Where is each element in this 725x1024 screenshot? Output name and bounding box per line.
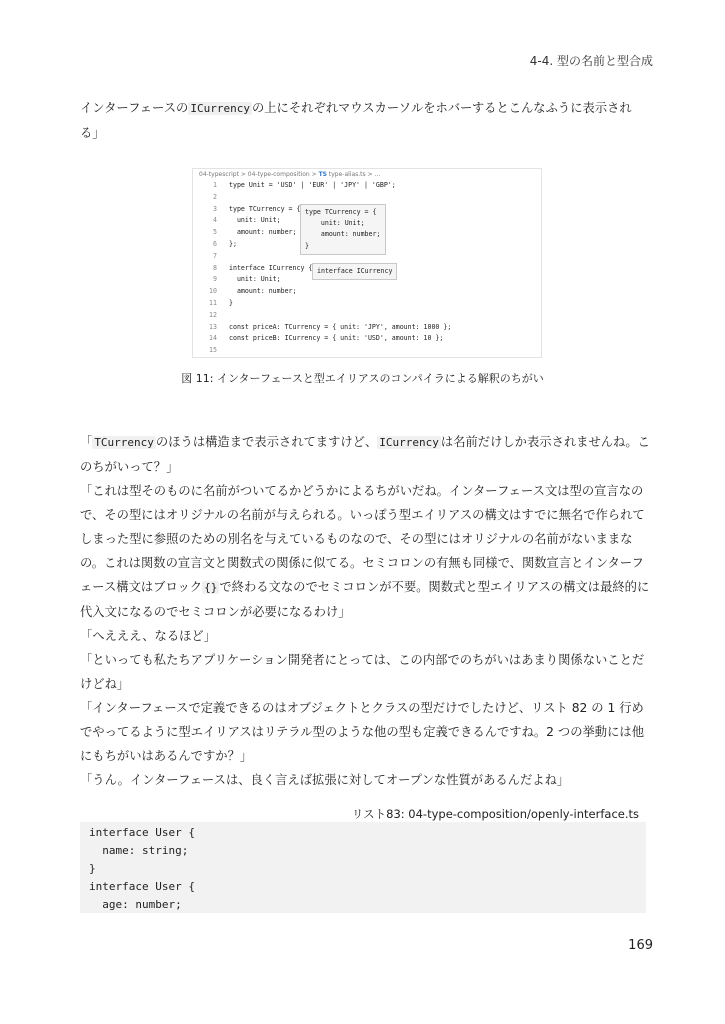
dialogue-text: 「うん。インターフェースは、良く言えば拡張に対してオープンな性質があるんだよね」 xyxy=(80,773,570,787)
figure-caption: 図 11: インターフェースと型エイリアスのコンパイラによる解釈のちがい xyxy=(181,372,544,385)
line-code: unit: Unit; xyxy=(229,275,281,284)
code-line xyxy=(193,333,533,345)
dialogue-paragraph xyxy=(80,430,650,479)
dialogue-text: 「インターフェースで定義できるのはオブジェクトとクラスの型だけでしたけど、リスト 82 の 1 行めでやってるように型エイリアスはリテラル型のような他の型も定義できるんですね。2 つの挙動には他にもちがいはあるんですか？」 xyxy=(80,701,644,763)
line-number: 9 xyxy=(213,275,217,284)
dialogue-paragraph xyxy=(80,624,650,648)
dialogue-text: 「 xyxy=(80,435,93,449)
line-number: 13 xyxy=(209,322,217,331)
line-number: 11 xyxy=(209,299,217,307)
line-code: } xyxy=(229,299,233,307)
hover-tooltip-type: type TCurrency = { unit: Unit; amount: number; } xyxy=(300,204,386,255)
dialogue-paragraph xyxy=(80,768,650,792)
code-line xyxy=(193,310,533,322)
code-line xyxy=(193,322,533,334)
line-code: }; xyxy=(229,240,237,248)
breadcrumb-path: 04-typescript > 04-type-composition > xyxy=(199,171,319,178)
listing-line: interface User { xyxy=(89,880,195,893)
listing-line: name: string; xyxy=(89,844,189,857)
listing-line: } xyxy=(89,862,96,875)
ts-file-icon: TS xyxy=(318,171,327,178)
page-number: 169 xyxy=(628,938,653,953)
code-line xyxy=(193,345,533,357)
code-listing xyxy=(80,822,646,913)
dialogue-paragraph xyxy=(80,479,650,624)
line-number: 5 xyxy=(213,228,217,237)
dialogue-text: で終わる文なのでセミコロンが不要。関数式と型エイリアスの構文は最終的に代入文になるのでセミコロンが必要になるわけ」 xyxy=(80,580,650,619)
intro-text-pre: インターフェースの xyxy=(80,101,189,115)
line-code: amount: number; xyxy=(229,228,297,237)
dialogue-paragraph xyxy=(80,648,650,696)
line-code: const priceB: ICurrency = { unit: 'USD', amount: 10 }; xyxy=(229,334,444,343)
line-number: 15 xyxy=(209,346,217,355)
dialogue-text: のほうは構造まで表示されてますけど、 xyxy=(155,435,378,449)
line-number: 10 xyxy=(209,287,217,296)
dialogue-section xyxy=(80,430,650,792)
listing-line: age: number; xyxy=(89,898,182,911)
line-number: 14 xyxy=(209,334,217,343)
line-number: 12 xyxy=(209,310,217,319)
line-number: 7 xyxy=(213,251,217,260)
intro-text-post: の上にそれぞれマウスカーソルをホバーするとこんなふうに表示され xyxy=(251,101,632,115)
section-header: 4-4. 型の名前と型合成 xyxy=(529,54,653,68)
dialogue-text: は名前だけしか表示されませんね。このちがいって？」 xyxy=(80,435,650,474)
code-line xyxy=(193,286,533,298)
line-code: type Unit = 'USD' | 'EUR' | 'JPY' | 'GBP'; xyxy=(229,181,396,189)
code-line xyxy=(193,298,533,310)
line-code: const priceA: TCurrency = { unit: 'JPY', amount: 1000 }; xyxy=(229,322,452,331)
line-number: 2 xyxy=(213,192,217,201)
intro-code: ICurrency xyxy=(190,102,250,115)
line-number: 8 xyxy=(213,263,217,272)
breadcrumb xyxy=(199,171,380,178)
intro-paragraph xyxy=(80,96,650,145)
line-code: amount: number; xyxy=(229,287,297,296)
line-number: 6 xyxy=(213,240,217,248)
code-line xyxy=(193,180,533,192)
code-screenshot-figure xyxy=(192,168,542,358)
intro-text-end: る」 xyxy=(80,126,105,140)
dialogue-paragraph xyxy=(80,696,650,768)
dialogue-text: 「これは型そのものに名前がついてるかどうかによるちがいだね。インターフェース文は型の宣言なので、その型にはオリジナルの名前が与えられる。いっぽう型エイリアスの構文はすでに無名で作られてしまった型に参照のための別名を与えているものなので、その型にはオリジナルの名前がないままなの。これは関数の宣言文と関数式の関係に似てる。セミコロンの有無も同様で、関数宣言とインターフェース構文はブロック xyxy=(80,484,645,594)
dialogue-text: 「へえええ、なるほど」 xyxy=(80,629,217,643)
listing-caption: リスト83: 04-type-composition/openly-interface.ts xyxy=(351,807,639,821)
hover-tooltip-interface: interface ICurrency xyxy=(312,263,397,280)
breadcrumb-file: type-alias.ts > ... xyxy=(326,171,381,178)
line-number: 1 xyxy=(213,181,217,189)
line-code: type TCurrency = { xyxy=(229,204,301,213)
line-code: interface ICurrency { xyxy=(229,263,313,272)
line-code: unit: Unit; xyxy=(229,216,281,225)
listing-line: interface User { xyxy=(89,826,195,839)
inline-code: {} xyxy=(204,581,218,594)
line-number: 4 xyxy=(213,216,217,225)
dialogue-text: 「といっても私たちアプリケーション開発者にとっては、この内部でのちがいはあまり関係ないことだけどね」 xyxy=(80,653,645,691)
inline-code: ICurrency xyxy=(379,436,439,449)
code-line xyxy=(193,192,533,204)
line-number: 3 xyxy=(213,204,217,213)
inline-code: TCurrency xyxy=(94,436,154,449)
